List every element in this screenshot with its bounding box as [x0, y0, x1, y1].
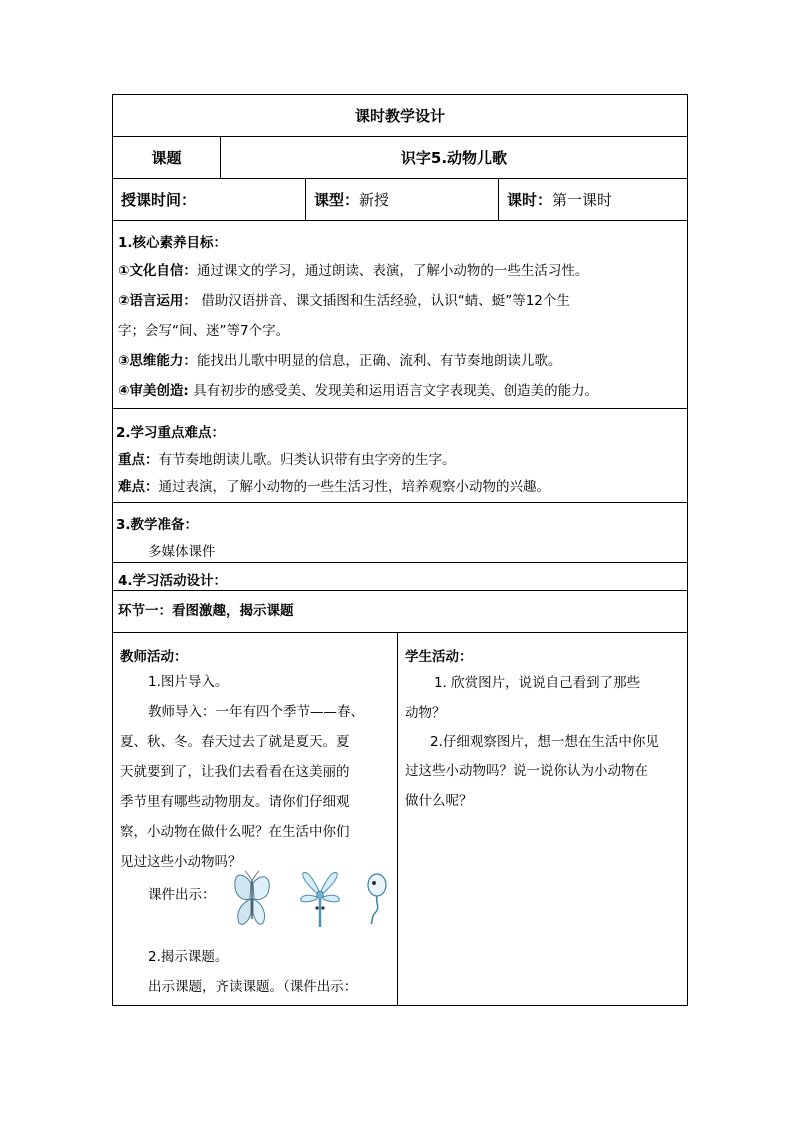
goals-heading: 1.核心素养目标： — [118, 235, 228, 251]
goal-item: ②语言运用： 借助汉语拼音、课文插图和生活经验，认识“蜻、蜓”等12个生 — [118, 293, 570, 309]
activities-heading-row — [113, 563, 687, 591]
preparation-heading: 3.教学准备： — [116, 517, 199, 533]
teacher-line: 教师导入：一年有四个季节——春、 — [148, 704, 364, 720]
key-points-section — [113, 409, 687, 503]
teacher-line: 出示课题，齐读课题。（课件出示： — [148, 979, 358, 995]
goal-item: ①文化自信：通过课文的学习，通过朗读、表演，了解小动物的一些生活习性。 — [118, 263, 589, 279]
goal-item: ③思维能力：能找出儿歌中明显的信息，正确、流利、有节奏地朗读儿歌。 — [118, 353, 562, 369]
teacher-line: 2.揭示课题。 — [148, 949, 229, 965]
goals-section — [113, 221, 687, 409]
difficulty-line: 难点：通过表演，了解小动物的一些生活习性，培养观察小动物的兴趣。 — [118, 479, 550, 495]
info-row — [113, 179, 687, 221]
activity-columns — [113, 633, 687, 1005]
teacher-heading: 教师活动： — [120, 649, 188, 665]
teacher-line: 夏、秋、冬。春天过去了就是夏天。夏 — [120, 734, 350, 750]
focus-line: 重点：有节奏地朗读儿歌。归类认识带有虫字旁的生字。 — [118, 452, 456, 468]
goal-item-continued: 字；会写“间、迷”等7个字。 — [118, 323, 290, 339]
tadpole-icon — [361, 869, 393, 925]
topic-row — [113, 137, 687, 179]
teacher-line: 季节里有哪些动物朋友。请你们仔细观 — [120, 794, 350, 810]
student-line: 1. 欣赏图片，说说自己看到了那些 — [434, 675, 641, 691]
student-heading: 学生活动： — [405, 649, 473, 665]
period-cell — [507, 179, 687, 220]
butterfly-icon — [229, 869, 275, 931]
teacher-line: 察，小动物在做什么呢？在生活中你们 — [120, 824, 350, 840]
period-value: 第一课时 — [552, 191, 613, 209]
teacher-line: 天就要到了，让我们去看看在这美丽的 — [120, 764, 350, 780]
student-line: 动物？ — [405, 705, 446, 721]
type-value: 新授 — [359, 191, 390, 209]
teacher-column — [113, 633, 397, 1005]
student-line: 2.仔细观察图片，想一想在生活中你见 — [430, 734, 659, 750]
period-label: 课时： — [507, 191, 553, 209]
step1-title: 环节一：看图激趣，揭示课题 — [118, 603, 294, 619]
goal-item: ④审美创造: 具有初步的感受美、发现美和运用语言文字表现美、创造美的能力。 — [118, 383, 599, 399]
lesson-plan-table — [112, 94, 688, 1006]
type-cell — [314, 179, 494, 220]
teacher-line: 见过这些小动物吗？ — [120, 854, 242, 870]
teacher-line: 1.图片导入。 — [148, 674, 229, 690]
preparation-section — [113, 503, 687, 563]
student-line: 做什么呢？ — [405, 793, 473, 809]
dragonfly-icon — [297, 869, 343, 931]
step1-row — [113, 591, 687, 633]
time-cell — [121, 179, 301, 220]
time-label: 授课时间： — [121, 191, 197, 209]
teacher-line: 课件出示： — [148, 887, 216, 903]
key-points-heading: 2.学习重点难点： — [116, 425, 226, 441]
title-row — [113, 95, 687, 137]
preparation-text: 多媒体课件 — [148, 544, 216, 560]
topic-label: 课题 — [151, 149, 182, 167]
page-title: 课时教学设计 — [354, 107, 445, 125]
student-column — [398, 633, 687, 1005]
type-label: 课型： — [314, 191, 360, 209]
topic-value-cell — [221, 137, 687, 178]
activities-heading: 4.学习活动设计： — [118, 573, 228, 589]
student-line: 过这些小动物吗？说一说你认为小动物在 — [405, 763, 648, 779]
topic-value: 识字5.动物儿歌 — [400, 149, 508, 167]
topic-label-cell — [113, 137, 220, 178]
